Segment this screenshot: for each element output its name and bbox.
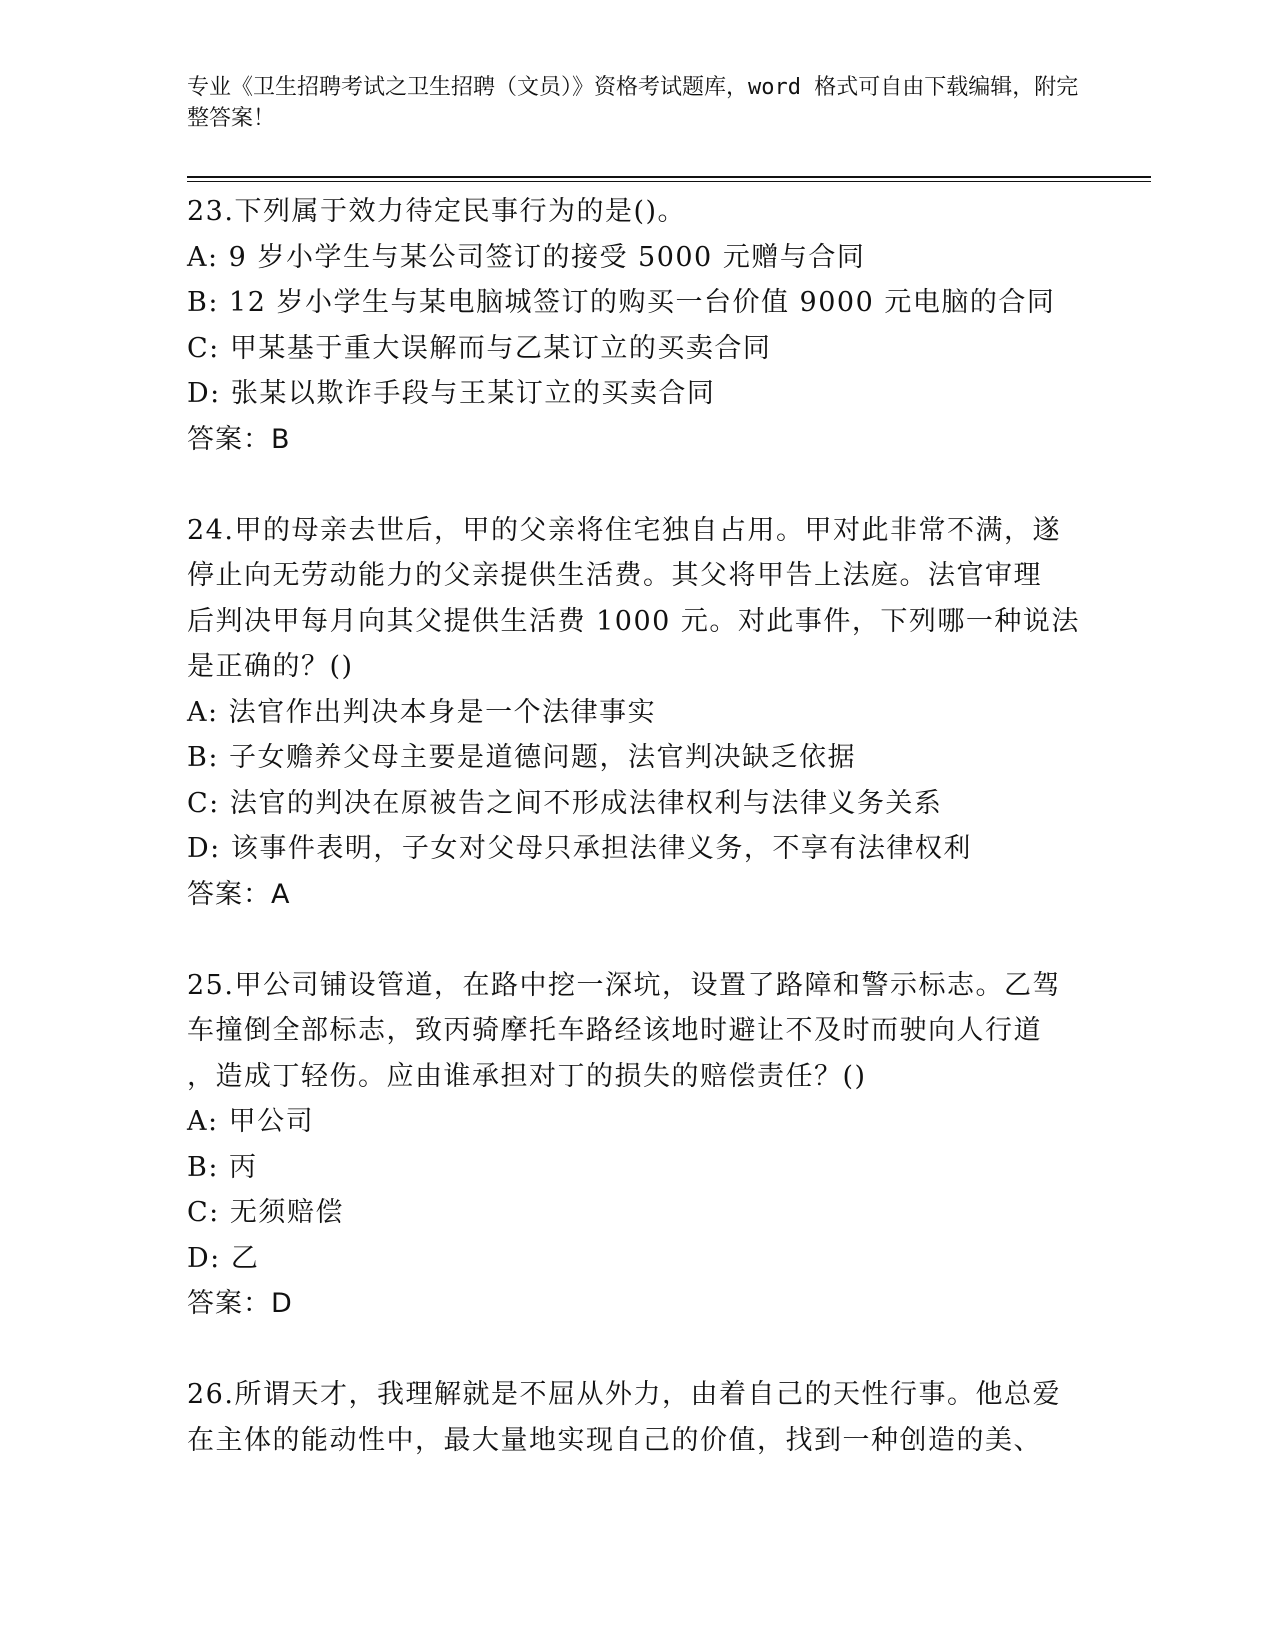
question-25 <box>187 963 1067 1327</box>
question-stem-line: 26.所谓天才，我理解就是不屈从外力，由着自己的天性行事。他总爱 <box>187 1379 1061 1410</box>
option-a: A: 法官作出判决本身是一个法律事实 <box>187 696 657 728</box>
option-b: B: 丙 <box>187 1151 258 1183</box>
header-divider-thick <box>187 176 1151 178</box>
question-stem-line: 在主体的能动性中，最大量地实现自己的价值，找到一种创造的美、 <box>187 1424 1042 1456</box>
option-c: C: 法官的判决在原被告之间不形成法律权利与法律义务关系 <box>187 787 943 819</box>
question-stem-line: 是正确的？() <box>187 651 354 682</box>
question-stem-line: 25.甲公司铺设管道，在路中挖一深坑，设置了路障和警示标志。乙驾 <box>187 969 1061 1001</box>
answer-label: 答案：D <box>187 1288 293 1319</box>
question-stem-line: 后判决甲每月向其父提供生活费 1000 元。对此事件，下列哪一种说法 <box>187 605 1080 637</box>
question-stem-line: ，造成丁轻伤。应由谁承担对丁的损失的赔偿责任？() <box>187 1060 867 1092</box>
option-d: D: 乙 <box>187 1242 260 1274</box>
option-b: B: 子女赡养父母主要是道德问题，法官判决缺乏依据 <box>187 742 857 773</box>
option-c: C: 甲某基于重大误解而与乙某订立的买卖合同 <box>187 332 772 364</box>
option-a: A: 9 岁小学生与某公司签订的接受 5000 元赠与合同 <box>187 241 866 273</box>
option-d: D: 该事件表明，子女对父母只承担法律义务，不享有法律权利 <box>187 833 972 864</box>
question-stem-line: 车撞倒全部标志，致丙骑摩托车路经该地时避让不及时而驶向人行道 <box>187 1015 1042 1046</box>
question-stem-line: 24.甲的母亲去世后，甲的父亲将住宅独自占用。甲对此非常不满，遂 <box>187 514 1061 546</box>
question-stem-line: 23.下列属于效力待定民事行为的是()。 <box>187 196 687 227</box>
question-23 <box>187 189 1067 462</box>
option-c: C: 无须赔偿 <box>187 1197 344 1228</box>
question-24 <box>187 508 1080 918</box>
question-list <box>187 189 1080 1509</box>
question-26 <box>187 1372 1067 1463</box>
page-header: 专业《卫生招聘考试之卫生招聘（文员）》资格考试题库，word 格式可自由下载编辑，附完整答案！ <box>187 75 1079 131</box>
option-d: D: 张某以欺诈手段与王某订立的买卖合同 <box>187 378 716 409</box>
answer-label: 答案：A <box>187 878 291 910</box>
option-a: A: 甲公司 <box>187 1106 315 1137</box>
question-stem-line: 停止向无劳动能力的父亲提供生活费。其父将甲告上法庭。法官审理 <box>187 560 1042 591</box>
answer-label: 答案：B <box>187 423 291 455</box>
option-b: B: 12 岁小学生与某电脑城签订的购买一台价值 9000 元电脑的合同 <box>187 287 1056 318</box>
header-divider-thin <box>187 181 1151 182</box>
